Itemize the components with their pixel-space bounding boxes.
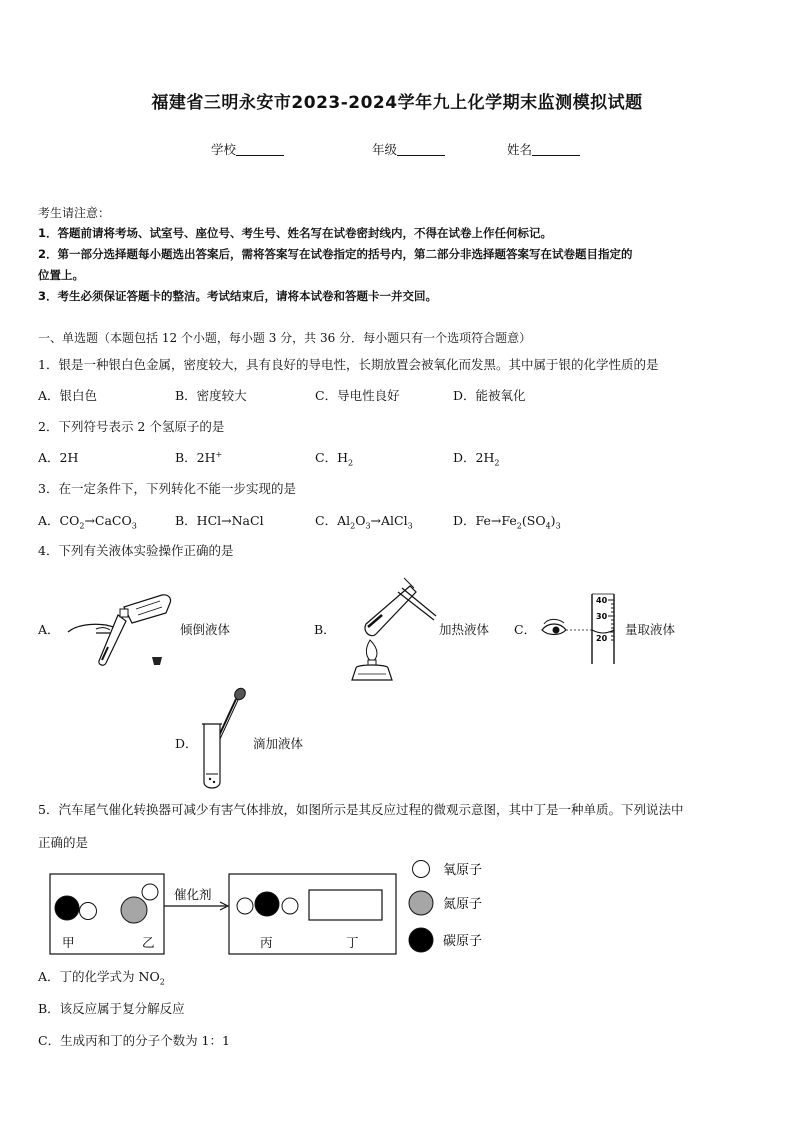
nitrogen-atom xyxy=(121,897,147,923)
notice-item-2: 2．第一部分选择题每小题选出答案后，需将答案写在试卷指定的括号内，第二部分非选择题答案写在试卷题目指定的 xyxy=(38,247,633,261)
grade-blank[interactable] xyxy=(397,143,445,156)
q2-option-a[interactable]: A．2H xyxy=(38,450,79,465)
oxygen-atom xyxy=(282,898,298,914)
notice-item-3: 3．考生必须保证答题卡的整洁。考试结束后，请将本试卷和答题卡一并交回。 xyxy=(38,289,437,303)
section-heading: 一、单选题（本题包括 12 个小题，每小题 3 分，共 36 分．每小题只有一个选项符合题意） xyxy=(38,331,532,345)
q3-option-d[interactable]: D．$Fe\to Fe_2(SO_4)_3$ xyxy=(453,513,561,531)
q4-option-a-letter[interactable]: A． xyxy=(38,622,60,637)
q1-option-c[interactable]: C．导电性良好 xyxy=(315,388,400,403)
page-title: 福建省三明永安市2023-2024学年九上化学期末监测模拟试题 xyxy=(151,93,643,113)
heating-liquid-illustration xyxy=(338,572,438,684)
q5-option-a[interactable]: A．丁的化学式为 $NO_2$ xyxy=(38,969,165,987)
q5-option-b[interactable]: B．该反应属于复分解反应 xyxy=(38,1001,185,1016)
legend-nitrogen-label: 氮原子 xyxy=(443,897,483,912)
notice-item-2-cont: 位置上。 xyxy=(38,268,84,282)
school-field[interactable] xyxy=(211,140,284,158)
q2-option-c[interactable]: C．$H_2$ xyxy=(315,450,354,468)
grade-field[interactable] xyxy=(372,140,445,158)
q1-option-b[interactable]: B．密度较大 xyxy=(175,388,247,403)
q3-option-b[interactable]: B．HCl→NaCl xyxy=(175,513,264,528)
legend-carbon-swatch xyxy=(409,928,433,952)
q3-option-a[interactable]: A．$CO_2\to CaCO_3$ xyxy=(38,513,137,531)
tick-20: 20 xyxy=(596,634,608,643)
legend-oxygen-swatch xyxy=(413,861,430,878)
q1-option-d[interactable]: D．能被氧化 xyxy=(453,388,526,403)
notice-heading: 考生请注意： xyxy=(38,206,111,220)
q2-stem: 2．下列符号表示 2 个氢原子的是 xyxy=(38,419,225,434)
q4-option-c-letter[interactable]: C． xyxy=(514,622,537,637)
dropping-liquid-illustration xyxy=(196,686,252,794)
q1-option-a[interactable]: A．银白色 xyxy=(38,388,98,403)
carbon-atom xyxy=(55,896,79,920)
legend-nitrogen-swatch xyxy=(409,891,433,915)
tick-40: 40 xyxy=(596,596,608,605)
notice-item-1: 1．答题前请将考场、试室号、座位号、考生号、姓名写在试卷密封线内，不得在试卷上作任何标记。 xyxy=(38,226,552,240)
blank-ding-box xyxy=(309,890,382,920)
atom-legend xyxy=(405,856,505,956)
label-ding: 丁 xyxy=(346,935,359,950)
oxygen-atom xyxy=(80,903,97,920)
name-label: 姓名 xyxy=(507,142,533,157)
grade-label: 年级 xyxy=(372,142,398,157)
q5-stem-line1: 5．汽车尾气催化转换器可减少有害气体排放，如图所示是其反应过程的微观示意图，其中丁是一种单质。下列说法中 xyxy=(38,802,684,817)
tick-30: 30 xyxy=(596,612,608,621)
oxygen-atom xyxy=(237,898,253,914)
legend-carbon-label: 碳原子 xyxy=(443,934,483,949)
q3-stem: 3．在一定条件下，下列转化不能一步实现的是 xyxy=(38,481,296,496)
name-field[interactable] xyxy=(507,140,580,158)
q2-option-b[interactable]: B．2H+ xyxy=(175,449,223,465)
q2-option-d[interactable]: D．$2H_2$ xyxy=(453,450,500,468)
q4-option-a-label: 倾倒液体 xyxy=(180,622,231,637)
pouring-liquid-illustration xyxy=(66,585,176,670)
q3-option-c[interactable]: C．$Al_2O_3\to AlCl_3$ xyxy=(315,513,413,531)
legend-oxygen-label: 氧原子 xyxy=(443,863,483,878)
q4-option-d-label: 滴加液体 xyxy=(253,736,304,751)
school-blank[interactable] xyxy=(236,143,284,156)
q4-option-c-label: 量取液体 xyxy=(625,622,676,637)
q5-option-c[interactable]: C．生成丙和丁的分子个数为 1：1 xyxy=(38,1033,230,1048)
q4-option-d-letter[interactable]: D． xyxy=(175,736,198,751)
school-label: 学校 xyxy=(211,142,237,157)
label-jia: 甲 xyxy=(62,935,75,950)
q1-stem: 1．银是一种银白色金属，密度较大，具有良好的导电性，长期放置会被氧化而发黑。其中属于银的化学性质的是 xyxy=(38,357,659,372)
label-bing: 丙 xyxy=(260,935,273,950)
label-yi: 乙 xyxy=(142,935,155,950)
carbon-atom xyxy=(255,892,279,916)
oxygen-atom xyxy=(142,884,158,900)
catalyst-label: 催化剂 xyxy=(174,887,212,902)
name-blank[interactable] xyxy=(532,143,580,156)
q4-stem: 4．下列有关液体实验操作正确的是 xyxy=(38,543,234,558)
measuring-cylinder-illustration xyxy=(540,590,620,668)
q5-stem-line2: 正确的是 xyxy=(38,835,89,850)
q4-option-b-label: 加热液体 xyxy=(439,622,490,637)
q4-option-b-letter[interactable]: B． xyxy=(314,622,336,637)
